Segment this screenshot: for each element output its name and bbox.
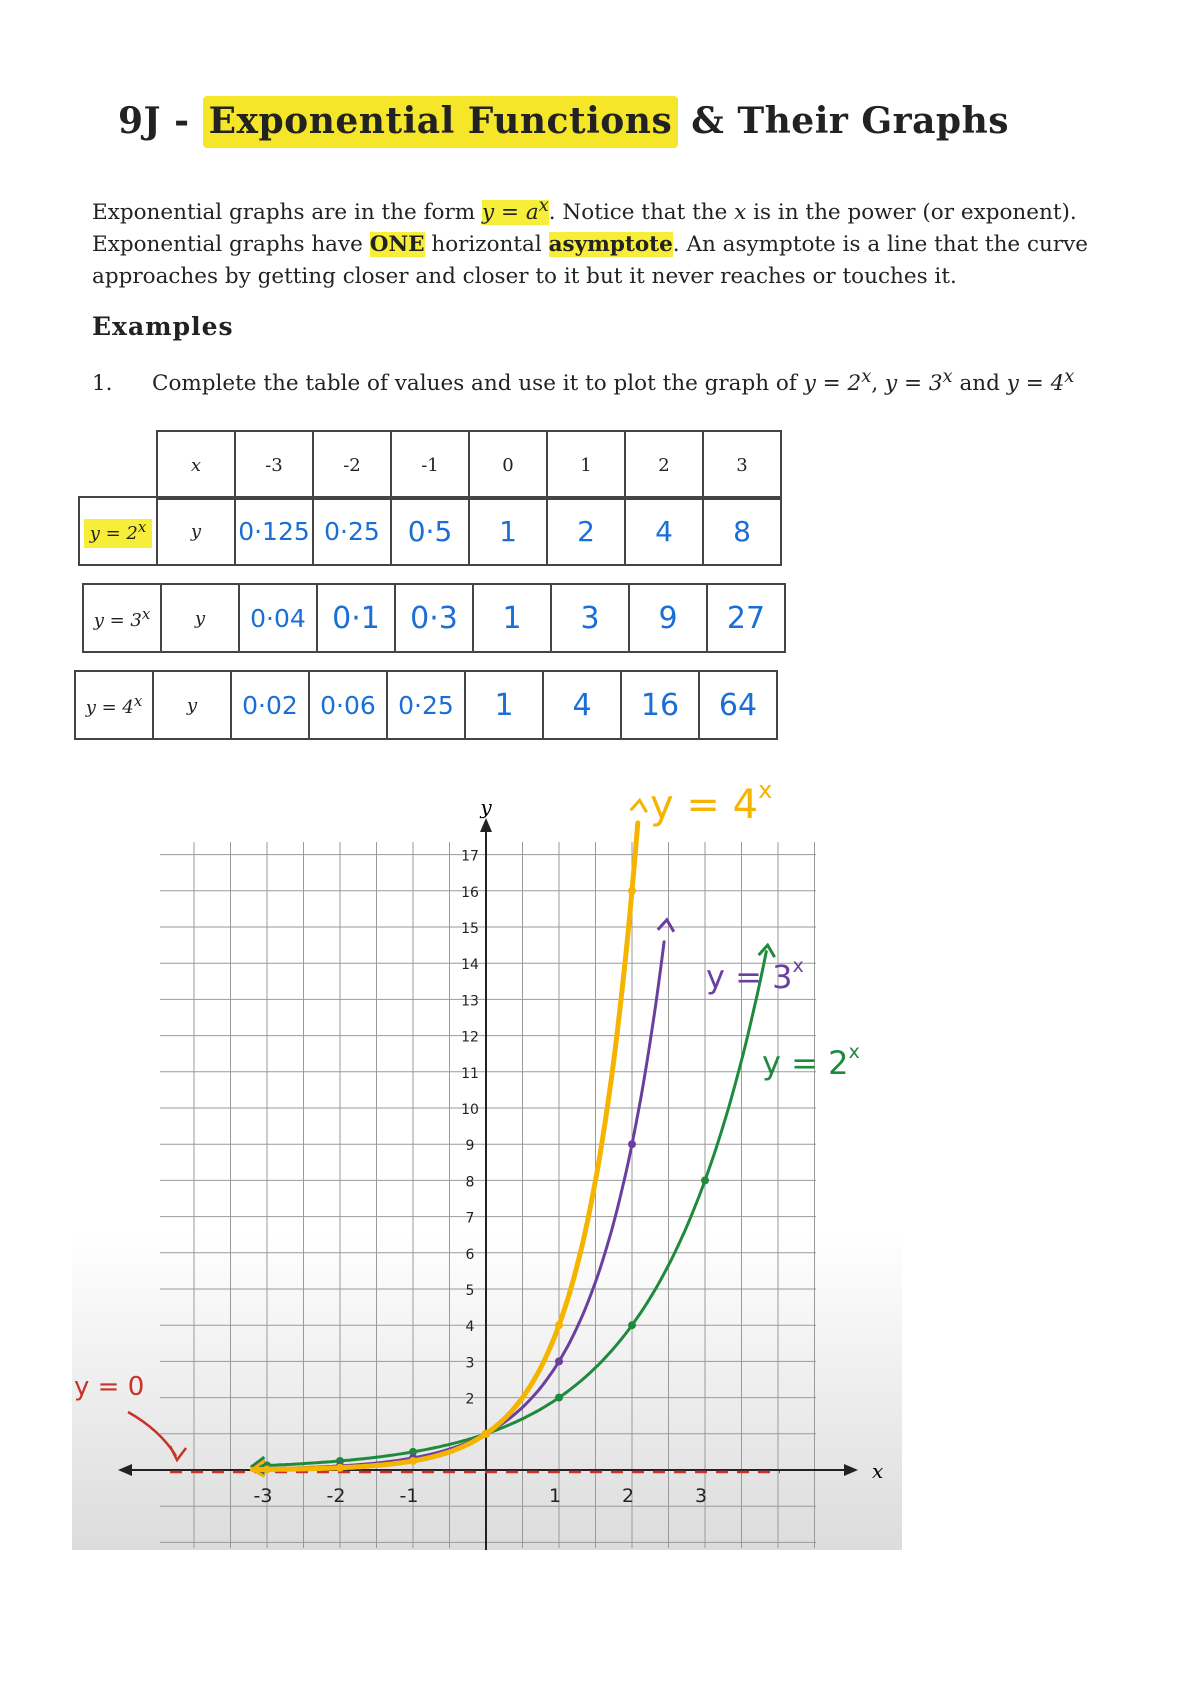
grid	[160, 842, 816, 1548]
y-tick-label: 16	[461, 884, 479, 901]
table-cell: 8	[703, 497, 781, 565]
curve-y3-point	[628, 1140, 636, 1148]
y-tick-label: 5	[465, 1283, 475, 1299]
table-cell: 0·02	[231, 671, 309, 739]
x-axis-arrow-left	[118, 1464, 132, 1476]
curve-y3-arrow	[658, 920, 674, 932]
intro-text: Exponential graphs have	[92, 232, 363, 258]
x-tick-label: 2	[621, 1485, 635, 1507]
y-tick-label: 8	[465, 1174, 475, 1191]
table-cell: 64	[699, 671, 777, 739]
y-tick-label: 10	[461, 1102, 479, 1118]
y-tick-label: 2	[465, 1391, 475, 1408]
y-tick-label: 11	[461, 1065, 479, 1082]
intro-text: Exponential graphs are in the form	[92, 200, 476, 226]
y-tick-label: 4	[465, 1319, 475, 1336]
curve-y4-point	[555, 1321, 563, 1329]
intro-text: is in the power (or exponent).	[753, 200, 1077, 226]
table-cell: 4	[543, 671, 621, 739]
table-cell: 4	[625, 497, 703, 565]
question-f1: y = 2	[803, 371, 862, 397]
table-cell: 27	[707, 584, 785, 652]
y-tick-label: 3	[465, 1355, 475, 1372]
intro-text: . An asymptote is a line that the curve approaches by getting closer and closer to it but it never reaches or touches it.	[92, 232, 1089, 290]
curve-y4-point	[482, 1430, 490, 1438]
intro-text: . Notice that the	[548, 200, 728, 226]
table-cell: 0·5	[391, 497, 469, 565]
y-tick-label: 6	[465, 1246, 475, 1263]
tick-labels	[254, 849, 708, 1507]
y-tick-label: 17	[461, 848, 479, 865]
curve-y2-point	[555, 1394, 563, 1402]
x-value: 1	[547, 431, 625, 499]
table-cell: 1	[473, 584, 551, 652]
question-number: 1.	[92, 371, 113, 397]
x-axis-arrow-right	[844, 1464, 858, 1476]
row-label: $y = 4^x$	[75, 671, 153, 739]
asymptote-pointer-head	[170, 1446, 186, 1460]
asymptote-label: y = 0	[74, 1372, 145, 1402]
curve-y2-point	[701, 1176, 709, 1184]
title-highlight: Exponential Functions	[203, 96, 679, 148]
x-value: -2	[313, 431, 391, 499]
y-tick-label: 12	[461, 1029, 479, 1046]
table-cell: 0·1	[317, 584, 395, 652]
one-highlight: ONE	[369, 232, 425, 258]
x-tick-label: 1	[548, 1485, 562, 1507]
x-value: -3	[235, 431, 313, 499]
y-tick-label: 14	[461, 957, 479, 974]
label-y3: $y = 3^x$	[706, 954, 804, 996]
title-rest: & Their Graphs	[691, 100, 1010, 142]
y-label: y	[153, 671, 231, 739]
y-label: y	[161, 584, 239, 652]
curve-y3-point	[555, 1357, 563, 1365]
x-axis-label: x	[872, 1459, 884, 1483]
curve-y3	[252, 942, 664, 1469]
x-value: 3	[703, 431, 781, 499]
y-axis-label: y	[480, 795, 492, 819]
curve-y2	[252, 952, 766, 1467]
x-tick-label: -3	[253, 1485, 273, 1507]
curve-y4-point	[336, 1464, 344, 1472]
table-cell: 0·3	[395, 584, 473, 652]
question-f2: y = 3	[885, 371, 943, 397]
table-cell: 1	[465, 671, 543, 739]
x-tick-label: -2	[326, 1485, 346, 1507]
table-cell: 2	[547, 497, 625, 565]
table-cell: 0·25	[387, 671, 465, 739]
curve-y4-arrow	[631, 800, 647, 812]
formula-highlight: $y = a^x$	[482, 195, 549, 226]
curve-y4	[252, 823, 637, 1470]
table-cell: 0·25	[313, 497, 391, 565]
curve-y4-point	[409, 1457, 417, 1465]
row-label: $y = 2^x$	[79, 497, 157, 565]
intro-x: x	[734, 200, 747, 226]
curve-y4-point	[628, 887, 636, 895]
label-y2: $y = 2^x$	[762, 1040, 860, 1082]
table-cell: 9	[629, 584, 707, 652]
intro-text: horizontal	[431, 232, 542, 258]
y-tick-label: 15	[461, 921, 479, 937]
x-value: -1	[391, 431, 469, 499]
table-cell: 3	[551, 584, 629, 652]
x-header: x	[157, 431, 235, 499]
y-label: y	[157, 497, 235, 565]
x-tick-label: 3	[694, 1485, 708, 1507]
y-axis-arrow	[480, 818, 492, 832]
curves	[252, 800, 774, 1476]
y-tick-label: 13	[461, 993, 479, 1010]
asymptote-highlight: asymptote	[548, 232, 673, 258]
curve-y2-point	[628, 1321, 636, 1329]
question-f3: y = 4	[1006, 371, 1065, 397]
title-number: 9J -	[118, 100, 190, 142]
label-y4: $y = 4^x$	[650, 776, 773, 828]
examples-heading: Examples	[92, 312, 234, 341]
row-label: $y = 3^x$	[83, 584, 161, 652]
question-1: 1. Complete the table of values and use it to plot the graph of $y = 2^x$, $y = 3^x$ and $y = 4^x$	[92, 366, 1075, 397]
axes	[118, 795, 883, 1550]
table-cell: 0·04	[239, 584, 317, 652]
table-cell: 0·06	[309, 671, 387, 739]
question-text: Complete the table of values and use it to plot the graph of	[152, 371, 797, 397]
table-cell: 1	[469, 497, 547, 565]
x-value: 2	[625, 431, 703, 499]
x-value: 0	[469, 431, 547, 499]
x-tick-label: -1	[399, 1485, 419, 1507]
y-tick-label: 7	[465, 1210, 475, 1227]
y-tick-label: 9	[465, 1138, 475, 1155]
curve-y4-point	[263, 1465, 271, 1473]
table-cell: 0·125	[235, 497, 313, 565]
table-cell: 16	[621, 671, 699, 739]
